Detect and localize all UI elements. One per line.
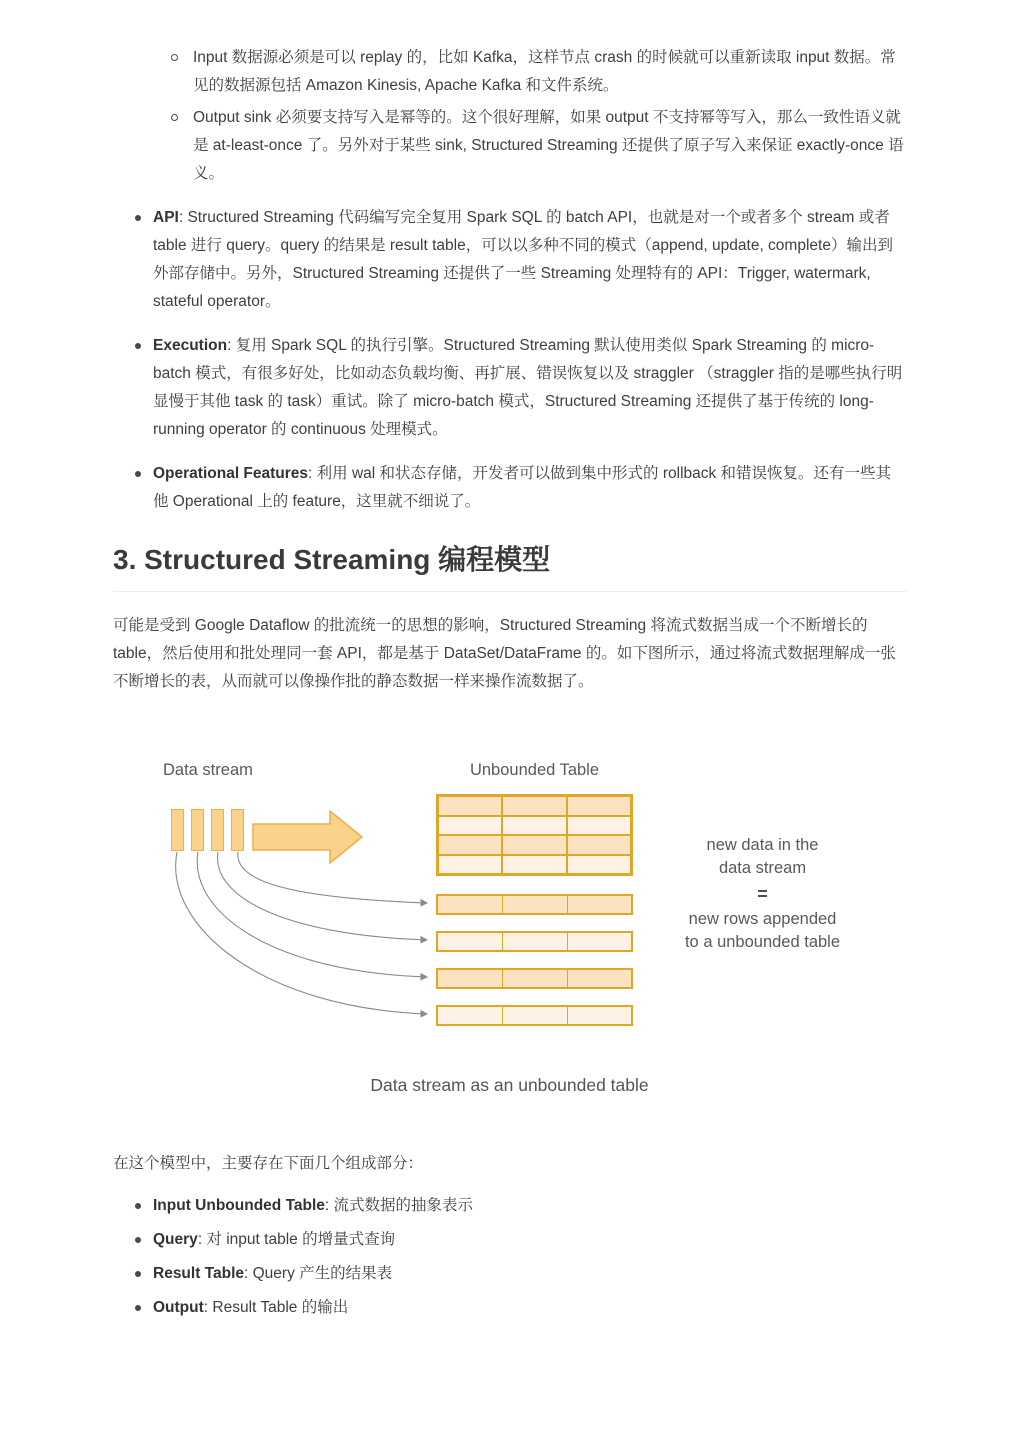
heading-divider <box>113 591 906 592</box>
connector-curve-icon <box>218 852 427 940</box>
table-cell <box>567 855 631 875</box>
table-cell <box>567 896 631 913</box>
item-lead: Result Table <box>153 1265 245 1282</box>
item-lead: Operational Features <box>153 465 309 482</box>
item-lead: Input Unbounded Table <box>153 1197 325 1214</box>
table-cell <box>567 796 631 816</box>
component-list <box>113 1192 906 1321</box>
item-text: : 复用 Spark SQL 的执行引擎。Structured Streaming 默认使用类似 Spark Streaming 的 micro-batch 模式，有很多好处，比如动态负载均衡、再扩展、错误恢复以及 straggler （straggler 指的是哪些执行明显慢于其他 task 的 task）重试。除了 micro-batch 模式，Structured Streaming 还提供了基于传统的 long-running operator 的 continuous 处理模式。 <box>153 337 903 438</box>
stream-event-bar <box>231 809 244 851</box>
table-cell <box>502 1007 566 1024</box>
item-text: : Structured Streaming 代码编写完全复用 Spark SQL 的 batch API，也就是对一个或者多个 stream 或者 table 进行 query。query 的结果是 result table，可以以多种不同的模式（append, update, complete）输出到外部存储中。另外，Structured Streaming 还提供了一些 Streaming 处理特有的 API：Trigger, watermark, stateful operator。 <box>153 209 893 310</box>
requirements-sublist <box>113 44 906 188</box>
table-cell <box>567 970 631 987</box>
table-cell <box>438 835 502 855</box>
table-cell <box>502 855 566 875</box>
appended-row <box>436 968 633 989</box>
annotation-line: to a unbounded table <box>684 933 841 951</box>
model-intro: 在这个模型中，主要存在下面几个组成部分： <box>113 1155 424 1172</box>
stream-event-bar <box>191 809 204 851</box>
section-heading: 3. Structured Streaming 编程模型 <box>113 544 551 575</box>
item-text: : 利用 wal 和状态存储，开发者可以做到集中形式的 rollback 和错误恢复。还有一些其他 Operational 上的 feature，这里就不细说了。 <box>153 465 892 510</box>
item-lead: Execution <box>153 337 228 354</box>
stream-arrow-icon <box>253 811 362 863</box>
list-item <box>113 460 906 516</box>
item-lead: Output <box>153 1299 204 1316</box>
connector-curve-icon <box>176 852 427 1014</box>
table-cell <box>438 933 502 950</box>
appended-row <box>436 894 633 915</box>
annotation-line: data stream <box>718 859 807 877</box>
item-text: Input 数据源必须是可以 replay 的，比如 Kafka，这样节点 crash 的时候就可以重新读取 input 数据。常见的数据源包括 Amazon Kinesis, Apache Kafka 和文件系统。 <box>193 49 896 94</box>
table-cell <box>438 796 502 816</box>
list-item <box>113 204 906 316</box>
table-cell <box>502 835 566 855</box>
table-cell <box>567 816 631 836</box>
appended-row <box>436 931 633 952</box>
table-cell <box>502 896 566 913</box>
table-cell <box>438 970 502 987</box>
table-cell <box>567 933 631 950</box>
table-cell <box>438 816 502 836</box>
equals-sign: = <box>757 884 768 904</box>
item-text: : Result Table 的输出 <box>203 1299 349 1316</box>
list-item <box>113 104 906 188</box>
table-cell <box>438 855 502 875</box>
table-cell <box>567 1007 631 1024</box>
stream-event-bar <box>211 809 224 851</box>
list-item <box>113 332 906 444</box>
item-text: : Query 产生的结果表 <box>244 1265 393 1282</box>
item-text: : 流式数据的抽象表示 <box>324 1197 474 1214</box>
list-item <box>113 44 906 100</box>
item-text: Output sink 必须要支持写入是幂等的。这个很好理解，如果 output 不支持幂等写入，那么一致性语义就是 at-least-once 了。另外对于某些 sink, Structured Streaming 还提供了原子写入来保证 exactly-once 语义。 <box>193 109 904 182</box>
appended-row <box>436 1005 633 1026</box>
diagram-caption: Data stream as an unbounded table <box>370 1075 649 1095</box>
table-cell <box>502 796 566 816</box>
article-content <box>113 0 906 1321</box>
annotation-line: new data in the <box>706 836 819 854</box>
connector-curve-icon <box>197 852 427 977</box>
item-lead: API <box>153 209 179 226</box>
list-item <box>113 1260 906 1287</box>
data-stream-label: Data stream <box>163 761 253 779</box>
list-item <box>113 1226 906 1253</box>
unbounded-table-diagram <box>130 754 910 1046</box>
table-cell <box>438 896 502 913</box>
table-cell <box>438 1007 502 1024</box>
list-item <box>113 1294 906 1321</box>
unbounded-table <box>436 794 633 876</box>
unbounded-table-label: Unbounded Table <box>469 761 600 779</box>
list-item <box>113 1192 906 1219</box>
table-cell <box>567 835 631 855</box>
annotation-line: new rows appended <box>688 910 837 928</box>
feature-list <box>113 204 906 516</box>
diagram-annotation <box>650 834 875 954</box>
table-cell <box>502 816 566 836</box>
table-cell <box>502 970 566 987</box>
table-cell <box>502 933 566 950</box>
stream-event-bar <box>171 809 184 851</box>
item-lead: Query <box>153 1231 198 1248</box>
connector-curve-icon <box>238 852 427 903</box>
item-text: : 对 input table 的增量式查询 <box>197 1231 396 1248</box>
intro-paragraph: 可能是受到 Google Dataflow 的批流统一的思想的影响，Structured Streaming 将流式数据当成一个不断增长的 table，然后使用和批处理同一套 API，都是基于 DataSet/DataFrame 的。如下图所示，通过将流式数据理解成一张不断增长的表，从而就可以像操作批的静态数据一样来操作流数据了。 <box>113 617 896 690</box>
